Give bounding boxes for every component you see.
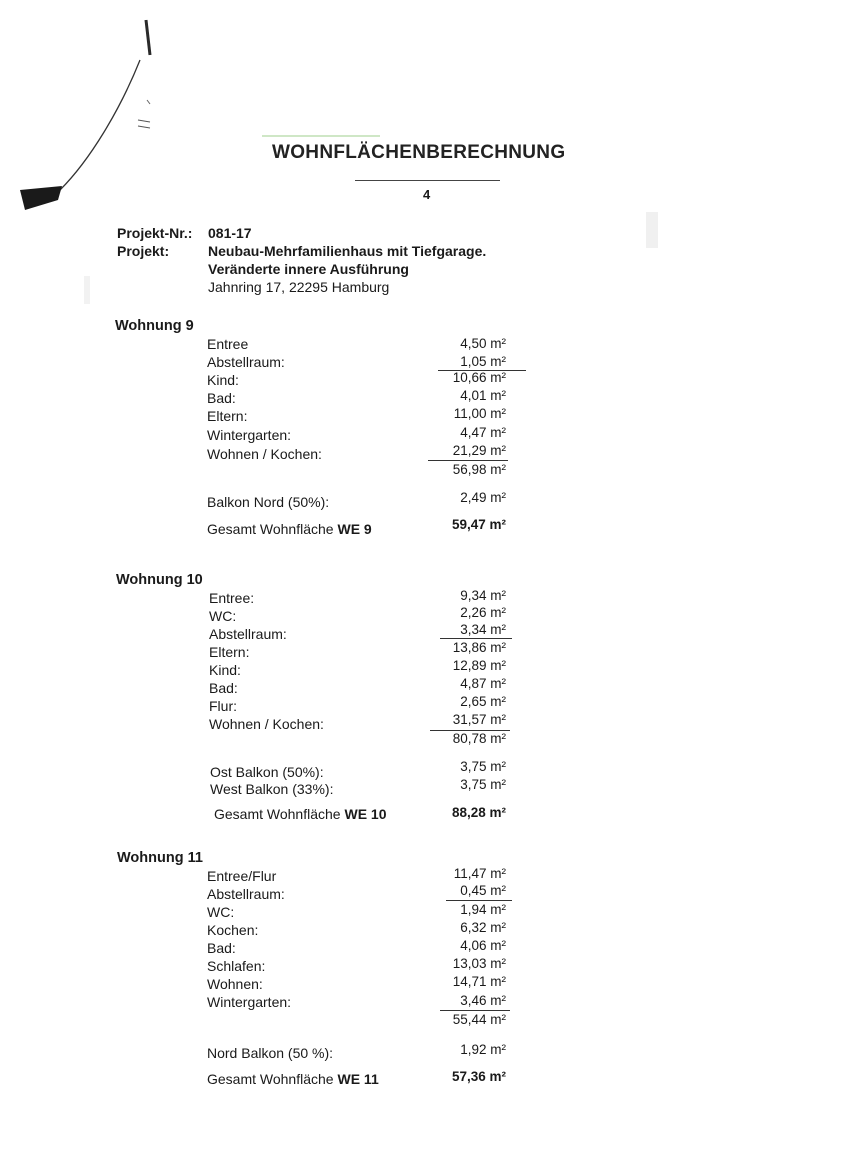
room-area: 11,47 m²	[453, 866, 506, 881]
sum-line	[428, 460, 508, 461]
project-address: Jahnring 17, 22295 Hamburg	[208, 279, 390, 295]
room-area: 3,46 m²	[460, 993, 506, 1008]
room-name: Flur:	[209, 698, 237, 714]
room-area: 2,65 m²	[460, 694, 506, 709]
total-label: Gesamt Wohnfläche	[207, 1071, 338, 1087]
room-area: 4,01 m²	[460, 388, 506, 403]
room-area: 1,05 m²	[460, 354, 506, 369]
project-line-1: Neubau-Mehrfamilienhaus mit Tiefgarage.	[208, 243, 487, 259]
balcony-name: West Balkon (33%):	[210, 781, 334, 797]
room-name: Bad:	[209, 680, 238, 696]
room-area: 9,34 m²	[460, 588, 506, 603]
total-area: 88,28 m²	[451, 805, 506, 820]
total-row	[214, 806, 387, 822]
total-row	[207, 521, 372, 537]
room-area: 13,86 m²	[452, 640, 506, 655]
room-area: 13,03 m²	[452, 956, 506, 971]
total-we: WE 11	[337, 1071, 379, 1087]
room-area: 21,29 m²	[452, 443, 506, 458]
scan-artifact	[646, 212, 658, 248]
room-area: 31,57 m²	[452, 712, 506, 727]
room-area: 4,87 m²	[460, 676, 506, 691]
project-line-2: Veränderte innere Ausführung	[208, 261, 409, 277]
total-label: Gesamt Wohnfläche	[214, 806, 345, 822]
page-title: WOHNFLÄCHENBERECHNUNG	[272, 142, 566, 163]
room-name: Bad:	[207, 390, 236, 406]
underline	[446, 900, 512, 901]
room-area: 14,71 m²	[452, 974, 506, 989]
room-name: Entree/Flur	[207, 868, 277, 884]
balcony-area: 2,49 m²	[460, 490, 506, 505]
room-name: Eltern:	[209, 644, 250, 660]
room-area: 0,45 m²	[460, 883, 506, 898]
total-we: WE 10	[344, 806, 387, 822]
page-number: 4	[423, 187, 431, 202]
subtotal-area: 56,98 m²	[452, 462, 506, 477]
project-label: Projekt:	[117, 243, 170, 259]
room-name: Kind:	[209, 662, 241, 678]
room-area: 3,34 m²	[460, 622, 506, 637]
balcony-area: 3,75 m²	[460, 759, 506, 774]
balcony-name: Balkon Nord (50%):	[207, 494, 330, 510]
total-area: 57,36 m²	[451, 1069, 506, 1084]
room-area: 1,94 m²	[460, 902, 506, 917]
room-name: Eltern:	[207, 408, 248, 424]
room-area: 2,26 m²	[460, 605, 506, 620]
room-area: 4,50 m²	[460, 336, 506, 351]
balcony-area: 1,92 m²	[460, 1042, 506, 1057]
underline	[440, 638, 512, 639]
room-name: Kind:	[207, 372, 239, 388]
section-title-wohnung-10: Wohnung 10	[116, 572, 203, 588]
room-name: Wintergarten:	[207, 994, 292, 1010]
room-name: Wohnen:	[207, 976, 263, 992]
project-nr-label: Projekt-Nr.:	[117, 225, 193, 241]
scan-artifact	[84, 276, 90, 304]
room-name: Wintergarten:	[207, 427, 292, 443]
room-name: Abstellraum:	[207, 354, 285, 370]
sum-line	[440, 1010, 510, 1011]
total-row	[207, 1071, 379, 1087]
room-name: Entree:	[209, 590, 255, 606]
room-name: Abstellraum:	[207, 886, 285, 902]
subtotal-area: 80,78 m²	[452, 731, 506, 746]
project-nr-value: 081-17	[208, 225, 252, 241]
section-title-wohnung-11: Wohnung 11	[117, 850, 203, 866]
room-name: Abstellraum:	[209, 626, 287, 642]
title-highlight	[262, 135, 380, 137]
balcony-name: Ost Balkon (50%):	[210, 764, 324, 780]
subtotal-area: 55,44 m²	[452, 1012, 506, 1027]
balcony-area: 3,75 m²	[460, 777, 506, 792]
room-name: Wohnen / Kochen:	[207, 446, 322, 462]
room-name: WC:	[209, 608, 237, 624]
total-we: WE 9	[337, 521, 372, 537]
corner-pen-marks	[0, 0, 200, 230]
room-area: 11,00 m²	[453, 406, 506, 421]
total-label: Gesamt Wohnfläche	[207, 521, 338, 537]
page-number-rule	[355, 180, 500, 181]
balcony-name: Nord Balkon (50 %):	[207, 1045, 334, 1061]
room-name: Entree	[207, 336, 249, 352]
room-area: 4,47 m²	[460, 425, 506, 440]
room-area: 10,66 m²	[452, 370, 506, 385]
section-title-wohnung-9: Wohnung 9	[115, 318, 194, 334]
room-name: Wohnen / Kochen:	[209, 716, 324, 732]
room-area: 4,06 m²	[460, 938, 506, 953]
room-name: Schlafen:	[207, 958, 266, 974]
room-name: Bad:	[207, 940, 236, 956]
room-area: 12,89 m²	[452, 658, 506, 673]
room-name: Kochen:	[207, 922, 259, 938]
room-name: WC:	[207, 904, 235, 920]
room-area: 6,32 m²	[460, 920, 506, 935]
total-area: 59,47 m²	[451, 517, 506, 532]
